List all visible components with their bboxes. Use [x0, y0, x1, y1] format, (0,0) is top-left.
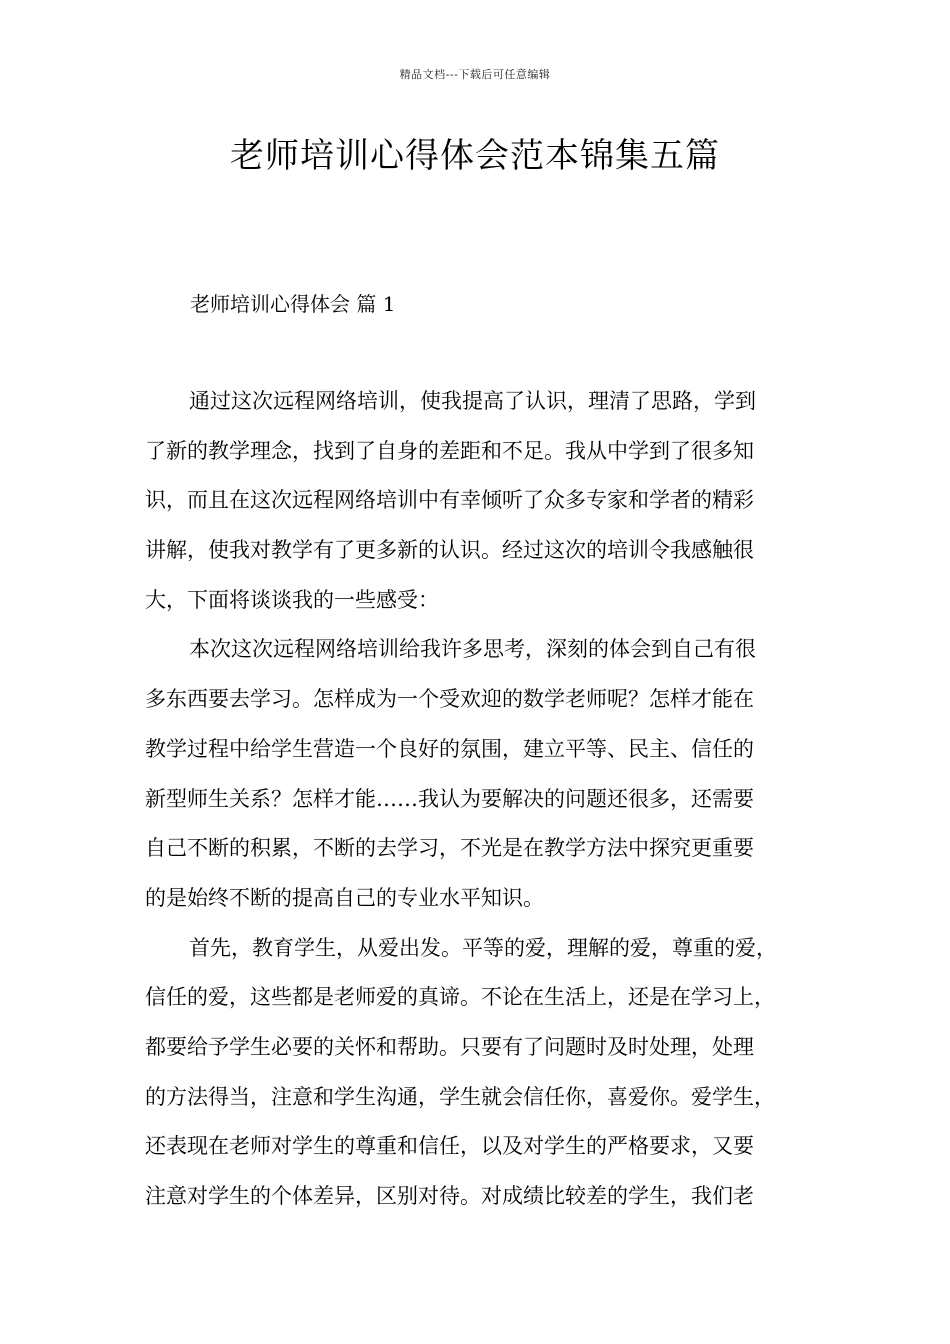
paragraph-line: 多东西要去学习。怎样成为一个受欢迎的数学老师呢？怎样才能在 — [145, 687, 754, 712]
section-heading: 老师培训心得体会 篇 1 — [190, 292, 396, 316]
paragraph-line: 的是始终不断的提高自己的专业水平知识。 — [145, 885, 544, 910]
paragraph-line: 还表现在老师对学生的尊重和信任，以及对学生的严格要求，又要 — [145, 1134, 754, 1159]
paragraph-line: 首先，教育学生，从爱出发。平等的爱，理解的爱，尊重的爱， — [189, 935, 777, 960]
page-header: 精品文档---下载后可任意编辑 — [399, 68, 551, 81]
paragraph-line: 本次这次远程网络培训给我许多思考，深刻的体会到自己有很 — [189, 637, 756, 662]
paragraph-line: 大，下面将谈谈我的一些感受： — [145, 587, 439, 612]
paragraph-line: 识，而且在这次远程网络培训中有幸倾听了众多专家和学者的精彩 — [145, 488, 754, 513]
paragraph-line: 了新的教学理念，找到了自身的差距和不足。我从中学到了很多知 — [145, 438, 754, 463]
paragraph-line: 通过这次远程网络培训，使我提高了认识，理清了思路，学到 — [189, 389, 756, 413]
paragraph-line: 都要给予学生必要的关怀和帮助。只要有了问题时及时处理，处理 — [145, 1034, 754, 1059]
paragraph-line: 注意对学生的个体差异，区别对待。对成绩比较差的学生，我们老 — [145, 1184, 754, 1208]
paragraph-line: 的方法得当，注意和学生沟通，学生就会信任你，喜爱你。爱学生， — [145, 1084, 775, 1109]
paragraph-line: 讲解，使我对教学有了更多新的认识。经过这次的培训令我感触很 — [145, 538, 754, 563]
document-title: 老师培训心得体会范本锦集五篇 — [230, 136, 720, 176]
document-body — [145, 384, 835, 1229]
paragraph-line: 新型师生关系？怎样才能……我认为要解决的问题还很多，还需要 — [145, 786, 754, 811]
paragraph-line: 自己不断的积累，不断的去学习，不光是在教学方法中探究更重要 — [145, 836, 754, 861]
paragraph-line: 教学过程中给学生营造一个良好的氛围，建立平等、民主、信任的 — [145, 736, 754, 761]
paragraph-line: 信任的爱，这些都是老师爱的真谛。不论在生活上，还是在学习上， — [145, 985, 775, 1010]
